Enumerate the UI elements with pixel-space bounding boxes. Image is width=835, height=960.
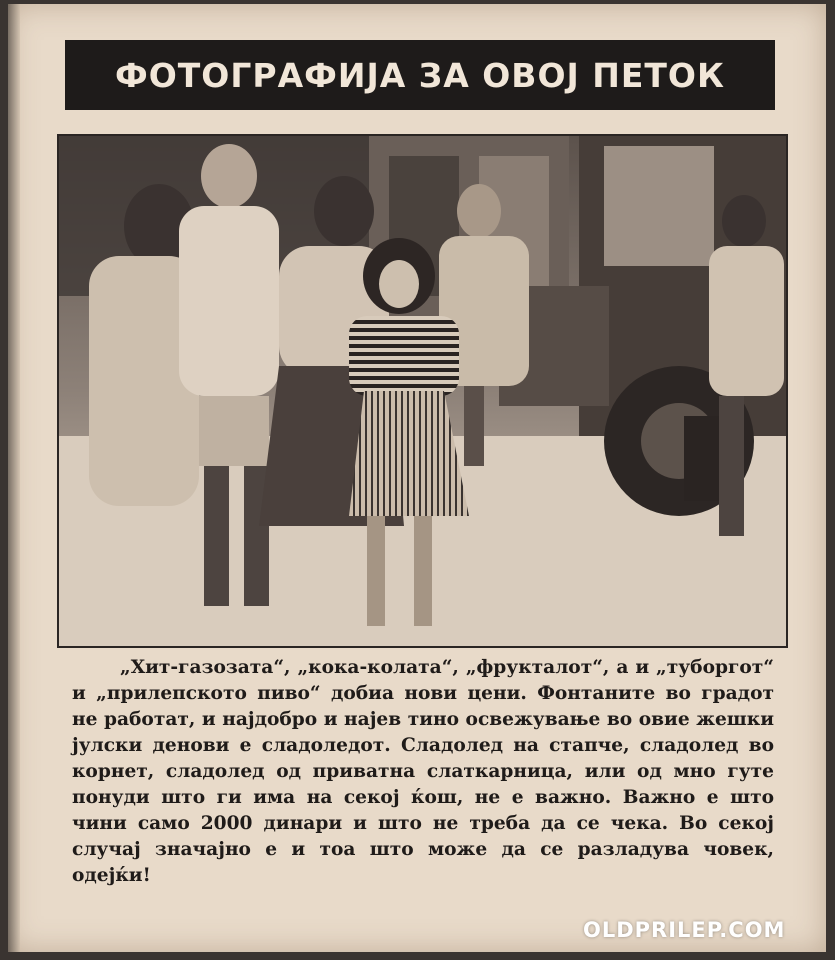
- clipping-shadow-edge: [8, 4, 20, 952]
- article-photo: [57, 134, 788, 648]
- article-body: „Хит-газозата“, „кока-колата“, „фрукталот“, а и „туборгот“ и „прилепското пиво“ добиа нови цени. Фонтаните во градот не работат, и најдобро и најев тино освежување во овие жешки јулски денови е сладоледот. Сладолед на стапче, сладолед во корнет, сладолед од приватна слаткарница, или од мно гуте понуди што ги има на секој ќош, не е важно. Важно е што чини само 2000 динари и што не треба да се чека. Во секој случај значајно е и тоа што може да се разладува човек, одејќи!: [72, 657, 774, 886]
- article-heading: ФОТОГРАФИЈА ЗА ОВОЈ ПЕТОК: [65, 40, 775, 110]
- site-watermark: OLDPRILEP.COM: [583, 918, 786, 942]
